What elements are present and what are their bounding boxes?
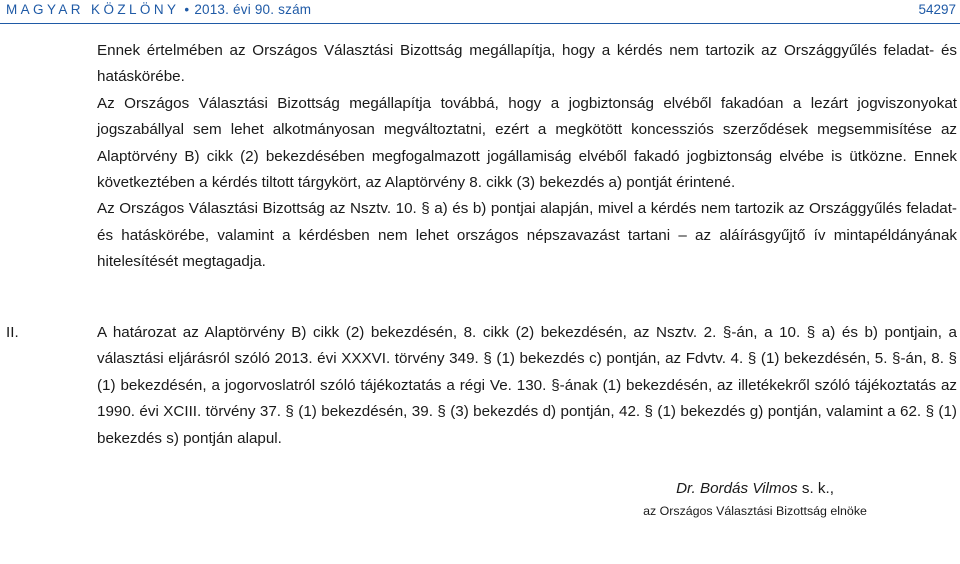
signatory-line <box>600 478 910 500</box>
section-number: II. <box>6 324 19 341</box>
signatory-title: az Országos Választási Bizottság elnöke <box>643 504 867 518</box>
section-legal-basis: A határozat az Alaptörvény B) cikk (2) bekezdésén, 8. cikk (2) bekezdésén, az Nsztv. 2. §-án, a 10. § a) és b) pontjain, a választási eljárásról szóló 2013. évi XXXVI. törvény 349. § (1) bekezdés c) pontján, az Fdvtv. 4. § (1) bekezdésén, 5. §-án, 8. § (1) bekezdésén, a jogorvoslatról szóló tájékoztatás a régi Ve. 130. §-ának (1) bekezdésén, az illetékekről szóló tájékoztatás az 1990. évi XCIII. törvény 37. § (1) bekezdésén, 39. § (3) bekezdés d) pontján, 42. § (1) bekezdés g) pontján, valamint a 62. § (1) bekezdés s) pontján alapul. <box>97 324 957 447</box>
body-text <box>97 38 957 276</box>
header-separator: • <box>184 2 190 17</box>
issue-label: 2013. évi 90. szám <box>194 2 312 17</box>
paragraph-decision: Az Országos Választási Bizottság az Nsztv. 10. § a) és b) pontjai alapján, mivel a kérdés nem tartozik az Országgyűlés feladat- és hatáskörébe, valamint a kérdésben nem lehet országos népszavazást tartani – az aláírásgyűjtő ív mintapéldányának hitelesítését megtagadja. <box>97 200 957 271</box>
header-divider <box>0 23 960 24</box>
page-number: 54297 <box>918 2 956 17</box>
section-ii <box>6 320 957 452</box>
publication-line <box>6 2 311 17</box>
signatory-name: Dr. Bordás Vilmos <box>676 480 798 497</box>
signatory-suffix: s. k., <box>797 480 834 497</box>
paragraph-conclusion: Ennek értelmében az Országos Választási Bizottság megállapítja, hogy a kérdés nem tartozik az Országgyűlés feladat- és hatáskörébe. <box>97 42 957 86</box>
page-header <box>0 0 960 22</box>
signature-block <box>600 478 910 520</box>
publication-title: MAGYAR KÖZLÖNY <box>6 2 180 17</box>
paragraph-legal-certainty: Az Országos Választási Bizottság megállapítja továbbá, hogy a jogbiztonság elvéből fakadóan a lezárt jogviszonyokat jogszabállyal sem lehet alkotmányosan megváltoztatni, ezért a megkötött koncessziós szerződések megsemmisítése az Alaptörvény B) cikk (2) bekezdésében megfogalmazott jogállamiság elvéből fakadó jogbiztonság elvébe is ütközne. Ennek következtében a kérdés tiltott tárgykört, az Alaptörvény 8. cikk (3) bekezdés a) pontját érintené. <box>97 94 957 192</box>
